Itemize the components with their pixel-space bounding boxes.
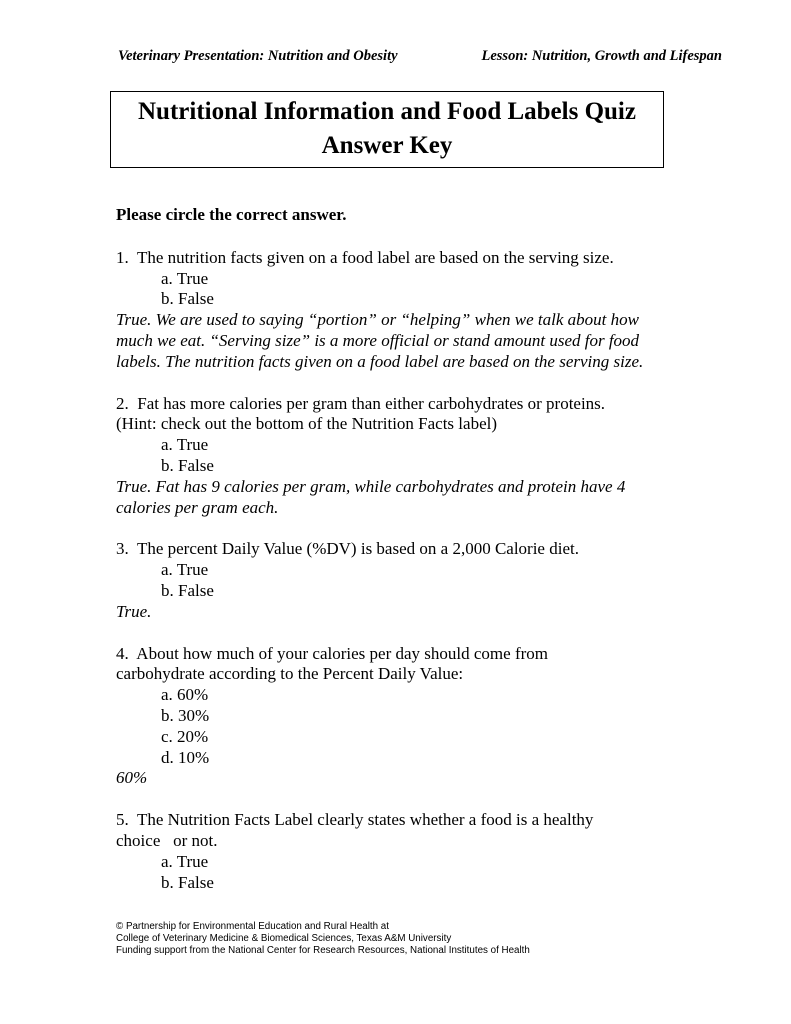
question-hint: (Hint: check out the bottom of the Nutrition Facts label) xyxy=(116,414,497,434)
answer-option: a. True xyxy=(161,268,209,288)
answer-option: b. 30% xyxy=(161,705,210,725)
answer-option: c. 20% xyxy=(161,726,209,746)
title-box xyxy=(110,91,664,168)
question-text: 5. The Nutrition Facts Label clearly states whether a food is a healthy xyxy=(116,810,594,830)
answer-option: b. False xyxy=(161,289,214,309)
page-header xyxy=(118,48,722,65)
header-lesson-title: Lesson: Nutrition, Growth and Lifespan xyxy=(481,48,722,64)
question-3 xyxy=(116,539,676,622)
answer-explanation: True. xyxy=(116,601,152,621)
question-2 xyxy=(116,394,676,519)
question-1 xyxy=(116,248,676,373)
answer-explanation: 60% xyxy=(116,768,148,788)
answer-option: b. False xyxy=(161,872,214,892)
question-text: 3. The percent Daily Value (%DV) is based on a 2,000 Calorie diet. xyxy=(116,539,579,559)
quiz-title: Nutritional Information and Food Labels Quiz xyxy=(138,98,636,125)
question-text: 1. The nutrition facts given on a food label are based on the serving size. xyxy=(116,247,614,267)
answer-option: a. True xyxy=(161,435,209,455)
question-4 xyxy=(116,644,676,790)
answer-option: a. 60% xyxy=(161,685,209,705)
question-text: 2. Fat has more calories per gram than either carbohydrates or proteins. xyxy=(116,393,606,413)
answer-option: b. False xyxy=(161,455,214,475)
quiz-subtitle: Answer Key xyxy=(321,132,453,159)
question-text-continued: carbohydrate according to the Percent Daily Value: xyxy=(116,664,464,684)
footer-copyright: © Partnership for Environmental Education and Rural Health at xyxy=(116,921,389,932)
answer-option: a. True xyxy=(161,560,209,580)
question-5 xyxy=(116,810,676,893)
page-footer xyxy=(116,921,530,957)
answer-explanation: True. Fat has 9 calories per gram, while carbohydrates and protein have 4 calories per gram each. xyxy=(116,476,626,517)
answer-option: d. 10% xyxy=(161,747,210,767)
footer-institution: College of Veterinary Medicine & Biomedical Sciences, Texas A&M University xyxy=(116,933,452,944)
answer-option: a. True xyxy=(161,851,209,871)
header-presentation-title: Veterinary Presentation: Nutrition and Obesity xyxy=(118,48,398,64)
answer-option: b. False xyxy=(161,580,214,600)
answer-explanation: True. We are used to saying “portion” or “helping” when we talk about how much we eat. “Serving size” is a more official or stand amount used for food labels. The nutrition facts given on a food label are based on the serving size. xyxy=(116,310,644,371)
instructions: Please circle the correct answer. xyxy=(116,205,347,224)
question-text: 4. About how much of your calories per day should come from xyxy=(116,643,548,663)
question-text-continued: choice or not. xyxy=(116,830,218,850)
quiz-content xyxy=(116,205,676,893)
footer-funding: Funding support from the National Center for Research Resources, National Institutes of Health xyxy=(116,945,530,956)
